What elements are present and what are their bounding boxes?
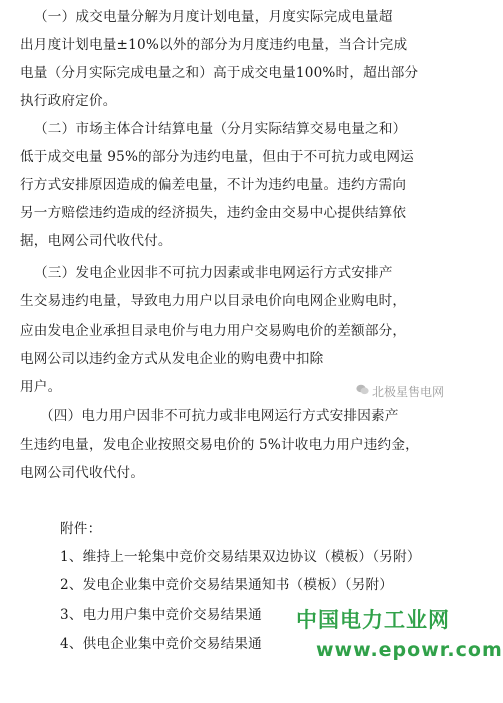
wechat-icon [356, 384, 369, 395]
para4-line2: 生违约电量，发电企业按照交易电价的 5%计收电力用户违约金， [20, 437, 419, 453]
para1-line3: 电量（分月实际完成电量之和）高于成交电量100%时，超出部分 [20, 65, 419, 81]
para4-line3: 电网公司代收代付。 [20, 465, 145, 481]
url-watermark: www.epowr.com [316, 639, 503, 661]
attachment-item-1: 1、维持上一轮集中竞价交易结果双边协议（模板）（另附） [60, 549, 421, 565]
para1-line1: （一）成交电量分解为月度计划电量，月度实际完成电量超 [34, 9, 393, 25]
para1-line4: 执行政府定价。 [20, 93, 117, 109]
attachments-heading: 附件： [60, 521, 102, 537]
para3-line3: 应由发电企业承担目录电价与电力用户交易购电价的差额部分， [20, 323, 407, 339]
attachment-item-2: 2、发电企业集中竞价交易结果通知书（模板）（另附） [60, 577, 394, 593]
brand-watermark: 中国电力工业网 [296, 608, 450, 632]
para3-line5: 用户。 [20, 379, 62, 395]
para2-line2: 低于成交电量 95%的部分为违约电量，但由于不可抗力或电网运 [20, 149, 414, 165]
para2-line1: （二）市场主体合计结算电量（分月实际结算交易电量之和） [34, 121, 407, 137]
wechat-watermark: 北极星售电网 [372, 385, 445, 399]
para4-line1: （四）电力用户因非不可抗力或非电网运行方式安排因素产 [40, 408, 399, 424]
para2-line3: 行方式安排原因造成的偏差电量，不计为违约电量。违约方需向 [20, 177, 407, 193]
para1-line2: 出月度计划电量±10%以外的部分为月度违约电量，当合计完成 [20, 37, 408, 53]
para3-line2: 生交易违约电量，导致电力用户以目录电价向电网企业购电时， [20, 293, 407, 309]
para3-line4: 电网公司以违约金方式从发电企业的购电费中扣除 [20, 351, 324, 367]
attachment-item-4: 4、供电企业集中竞价交易结果通 [60, 636, 262, 652]
para2-line4: 另一方赔偿违约造成的经济损失，违约金由交易中心提供结算依 [20, 205, 407, 221]
para3-line1: （三）发电企业因非不可抗力因素或非电网运行方式安排产 [34, 265, 393, 281]
attachment-item-3: 3、电力用户集中竞价交易结果通 [60, 607, 262, 623]
para2-line5: 据，电网公司代收代付。 [20, 233, 172, 249]
